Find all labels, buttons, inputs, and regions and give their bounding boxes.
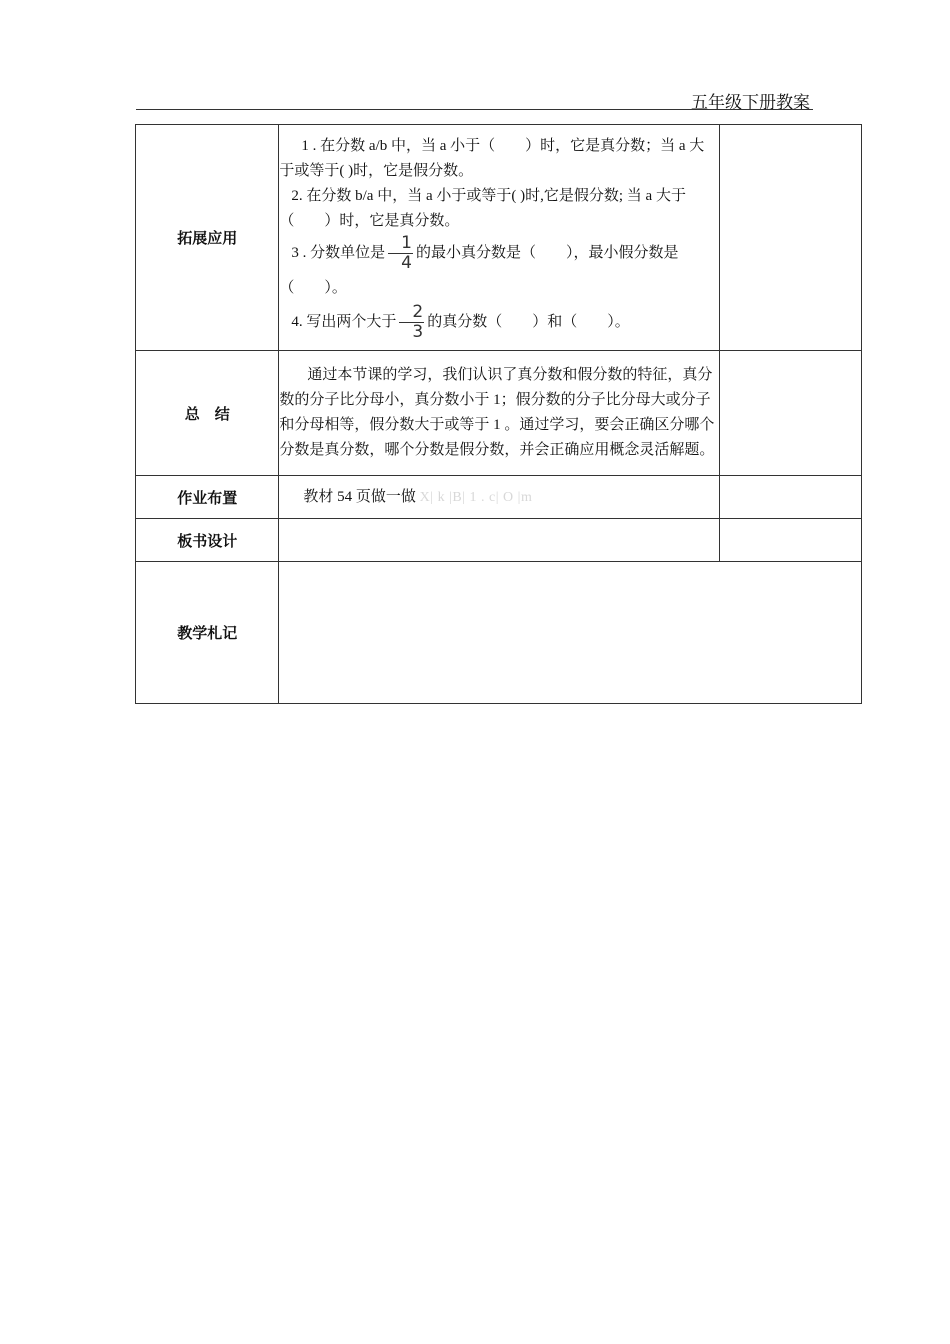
side-notes-summary xyxy=(719,351,861,476)
content-board xyxy=(279,519,719,562)
content-notes xyxy=(279,562,862,704)
question-3-lead: 3 . 分数单位是 xyxy=(291,244,386,261)
question-1: 1 . 在分数 a/b 中，当 a 小于（ ）时，它是真分数；当 a 大于或等于( )时，它是假分数。 xyxy=(279,137,705,179)
document-header-title: 五年级下册教案 xyxy=(691,93,810,113)
question-3 xyxy=(279,234,718,303)
label-extension: 拓展应用 xyxy=(136,125,279,351)
summary-text: 通过本节课的学习，我们认识了真分数和假分数的特征，真分数的分子比分母小，真分数小于 1；假分数的分子比分母大或分子和分母相等，假分数大于或等于 1 。通过学习，要会正确区分哪个分数是真分数，哪个分数是假分数，并会正确应用概念灵活解题。 xyxy=(279,367,715,458)
question-3-tail: 的最小真分数是（ ），最小假分数是（ ）。 xyxy=(279,244,679,296)
question-4-lead: 4. 写出两个大于 xyxy=(291,313,397,330)
fraction-numerator: 1 xyxy=(388,234,413,254)
label-notes: 教学札记 xyxy=(136,562,279,704)
label-board: 板书设计 xyxy=(136,519,279,562)
question-4-tail: 的真分数（ ）和（ ）。 xyxy=(427,313,630,330)
fraction-one-quarter xyxy=(388,234,413,273)
content-homework xyxy=(279,476,719,519)
row-homework xyxy=(136,476,862,519)
side-notes-homework xyxy=(719,476,861,519)
row-extension xyxy=(136,125,862,351)
watermark-text: X| k |B| 1 . c| O |m xyxy=(419,489,533,505)
label-homework: 作业布置 xyxy=(136,476,279,519)
side-notes-board xyxy=(719,519,861,562)
homework-text: 教材 54 页做一做 xyxy=(303,488,416,505)
row-summary xyxy=(136,351,862,476)
row-board xyxy=(136,519,862,562)
content-extension xyxy=(279,125,719,351)
content-summary xyxy=(279,351,719,476)
fraction-numerator: 2 xyxy=(399,303,424,323)
header-rule xyxy=(136,109,813,110)
lesson-plan-table xyxy=(135,124,862,704)
fraction-denominator: 3 xyxy=(412,321,424,342)
row-notes xyxy=(136,562,862,704)
label-summary: 总 结 xyxy=(136,351,279,476)
question-2: 2. 在分数 b/a 中，当 a 小于或等于( )时,它是假分数; 当 a 大于（ ）时，它是真分数。 xyxy=(279,187,686,229)
fraction-two-thirds xyxy=(399,303,424,342)
question-4 xyxy=(279,303,718,342)
side-notes-extension xyxy=(719,125,861,351)
fraction-denominator: 4 xyxy=(401,252,412,273)
